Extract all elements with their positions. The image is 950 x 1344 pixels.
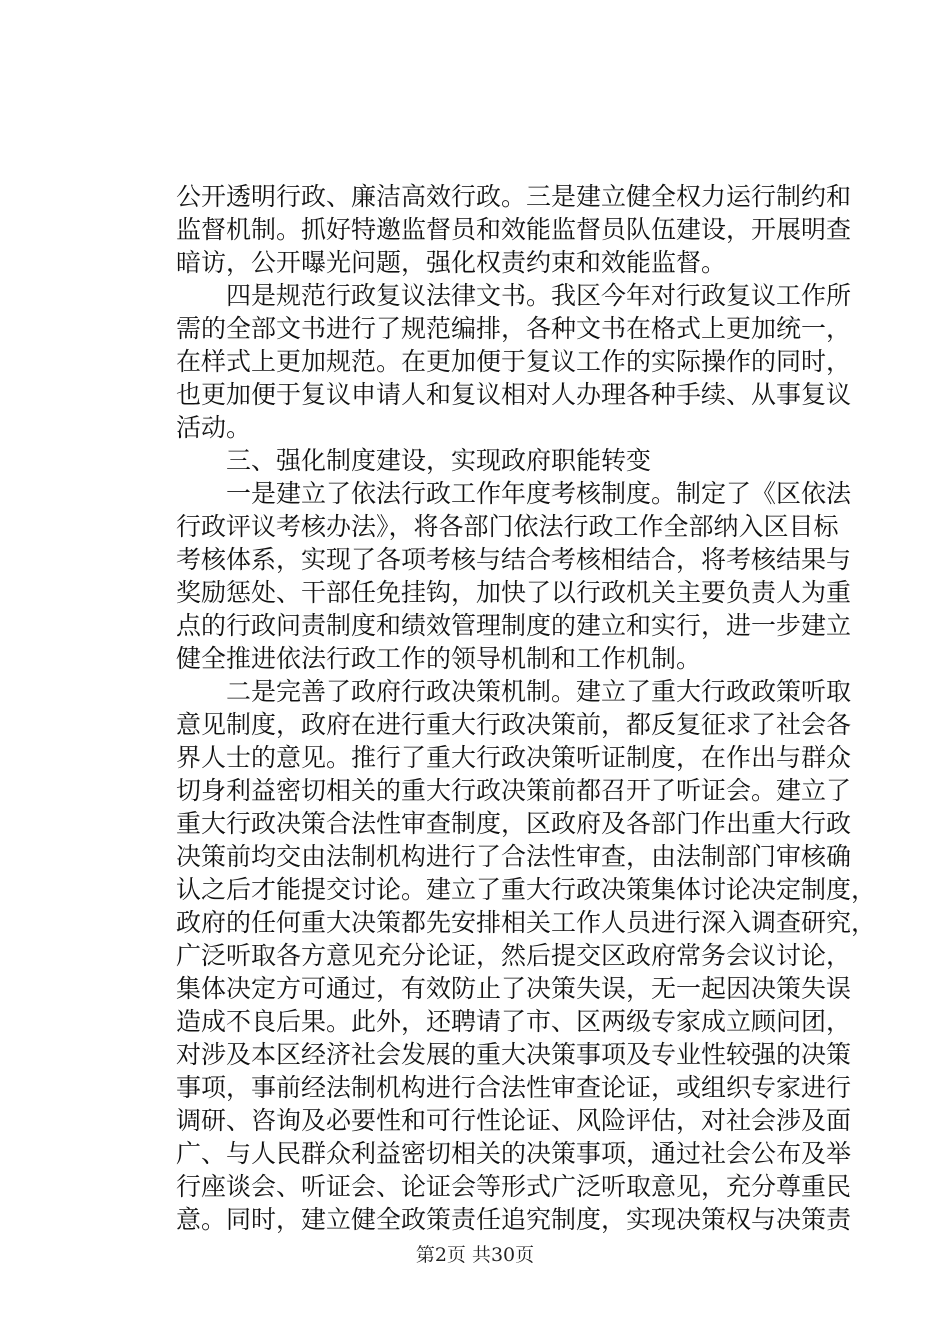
text-line: 活动。 — [176, 413, 252, 442]
text-line: 集体决定方可通过，有效防止了决策失误，无一起因决策失误 — [176, 974, 852, 1003]
text-line: 造成不良后果。此外，还聘请了市、区两级专家成立顾问团， — [176, 1007, 852, 1036]
text-line: 调研、咨询及必要性和可行性论证、风险评估，对社会涉及面 — [176, 1106, 852, 1135]
text-line: 点的行政问责制度和绩效管理制度的建立和实行，进一步建立 — [176, 611, 852, 640]
text-line: 意。同时，建立健全政策责任追究制度，实现决策权与决策责 — [176, 1205, 852, 1234]
page-number: 第2页 共30页 — [415, 1244, 535, 1266]
text-line: 行政评议考核办法》，将各部门依法行政工作全部纳入区目标 — [176, 512, 839, 541]
text-line: 决策前均交由法制机构进行了合法性审查，由法制部门审核确 — [176, 842, 852, 871]
text-line: 对涉及本区经济社会发展的重大决策事项及专业性较强的决策 — [176, 1040, 852, 1069]
text-line: 意见制度，政府在进行重大行政决策前，都反复征求了社会各 — [176, 710, 852, 739]
text-line: 健全推进依法行政工作的领导机制和工作机制。 — [176, 644, 702, 673]
text-line: 监督机制。抓好特邀监督员和效能监督员队伍建设，开展明查 — [176, 215, 852, 244]
text-line: 也更加便于复议申请人和复议相对人办理各种手续、从事复议 — [176, 380, 852, 409]
paragraph-start-line: 四是规范行政复议法律文书。我区今年对行政复议工作所 — [226, 281, 852, 310]
text-line: 政府的任何重大决策都先安排相关工作人员进行深入调查研究， — [176, 908, 877, 937]
paragraph-start-line: 二是完善了政府行政决策机制。建立了重大行政政策听取 — [226, 677, 852, 706]
text-line: 广泛听取各方意见充分论证，然后提交区政府常务会议讨论， — [176, 941, 852, 970]
text-line: 公开透明行政、廉洁高效行政。三是建立健全权力运行制约和 — [176, 182, 852, 211]
text-line: 需的全部文书进行了规范编排，各种文书在格式上更加统一， — [176, 314, 852, 343]
section-heading: 三、强化制度建设，实现政府职能转变 — [226, 446, 652, 475]
text-line: 在样式上更加规范。在更加便于复议工作的实际操作的同时， — [176, 347, 852, 376]
text-line: 事项，事前经法制机构进行合法性审查论证，或组织专家进行 — [176, 1073, 852, 1102]
text-line: 界人士的意见。推行了重大行政决策听证制度，在作出与群众 — [176, 743, 852, 772]
text-line: 暗访，公开曝光问题，强化权责约束和效能监督。 — [176, 248, 727, 277]
text-line: 重大行政决策合法性审查制度，区政府及各部门作出重大行政 — [176, 809, 852, 838]
text-line: 广、与人民群众利益密切相关的决策事项，通过社会公布及举 — [176, 1139, 852, 1168]
text-line: 认之后才能提交讨论。建立了重大行政决策集体讨论决定制度， — [176, 875, 877, 904]
paragraph-start-line: 一是建立了依法行政工作年度考核制度。制定了《区依法 — [226, 479, 852, 508]
text-line: 考核体系，实现了各项考核与结合考核相结合，将考核结果与 — [176, 545, 852, 574]
text-line: 奖励惩处、干部任免挂钩，加快了以行政机关主要负责人为重 — [176, 578, 852, 607]
text-line: 行座谈会、听证会、论证会等形式广泛听取意见，充分尊重民 — [176, 1172, 852, 1201]
text-line: 切身利益密切相关的重大行政决策前都召开了听证会。建立了 — [176, 776, 852, 805]
